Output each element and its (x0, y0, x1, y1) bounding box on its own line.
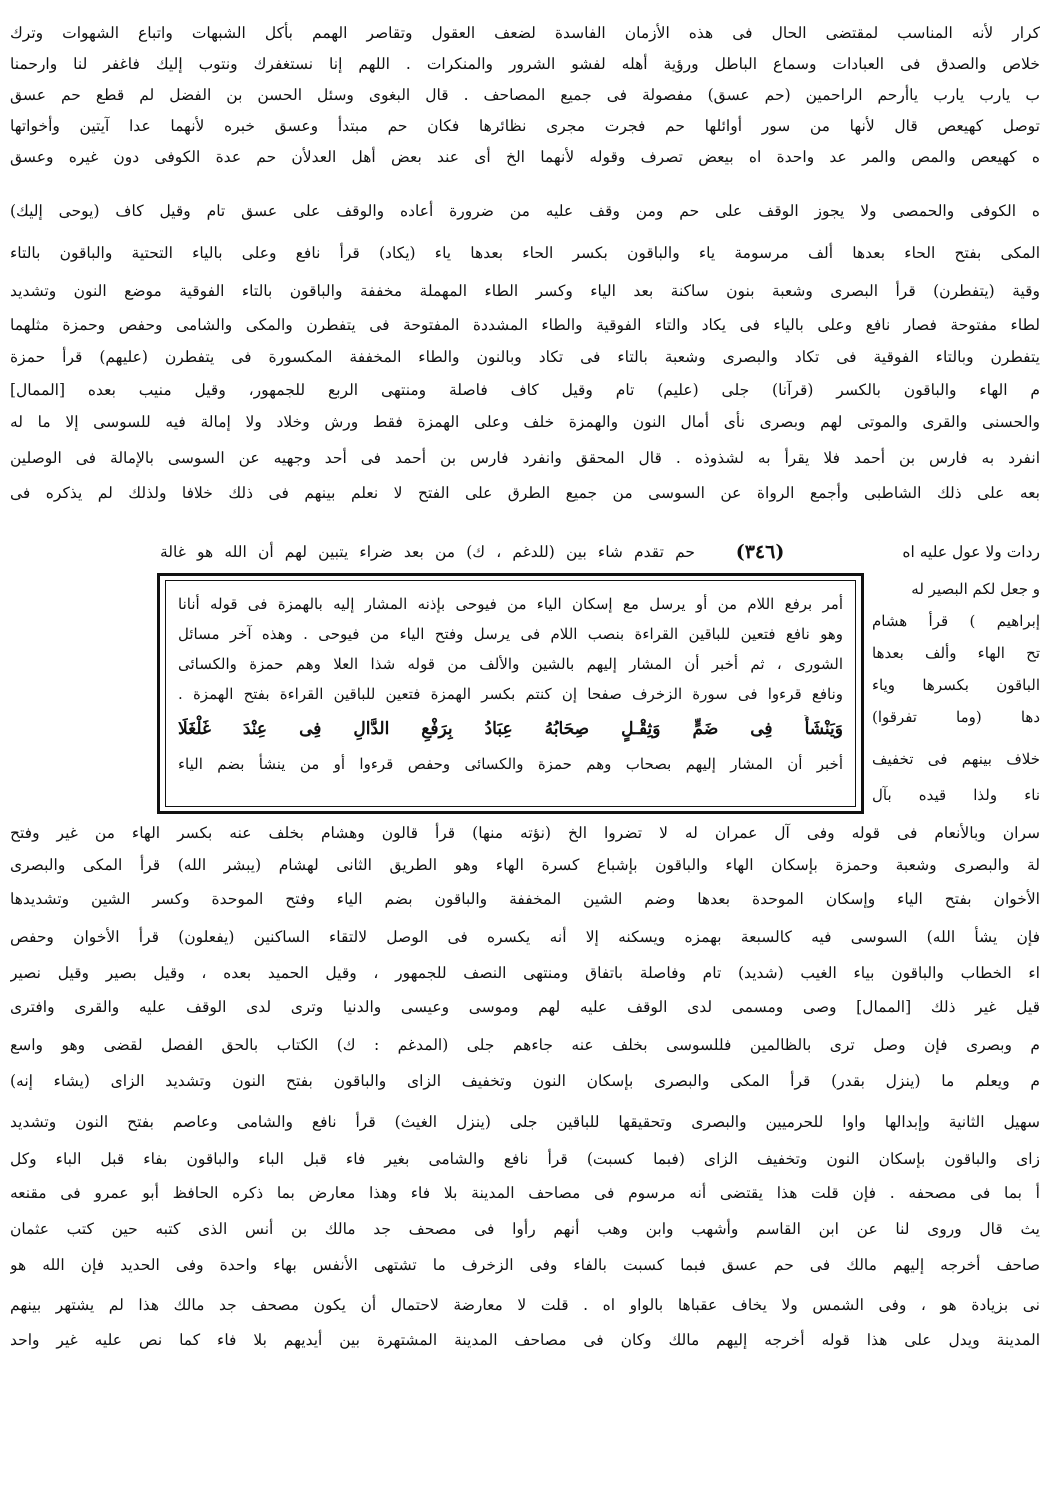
text-fragment-middle: حم تقدم شاء بين (للدغم ، ك) من بعد ضراء يتبين لهم أن الله هو غالة (160, 543, 695, 561)
side-line: إبراهيم ) قرأ هشام (872, 612, 1040, 630)
poem-commentary-line: ونافع قرءوا فى سورة الزخرف صفحا إن كنتم بكسر الهمزة فتعين للباقين القراءة بفتح الهمزة . (178, 685, 843, 703)
text-line: اء الخطاب والباقون بياء الغيب (شديد) تام وفاصلة باتفاق ومنتهى النصف للجمهور ، وقيل الحميد بعده ، وقيل بصير وقيل نصير (10, 964, 1040, 982)
side-line: الباقون بكسرها وياء (872, 676, 1040, 694)
text-line: انفرد به فارس بن أحمد فلا يقرأ به لشذوذه . قال المحقق وانفرد فارس بن أحمد فى أحد وجهيه عن السوسى بالإمالة فى الوصلين (10, 449, 1040, 467)
text-line: بعه على ذلك الشاطبى وأجمع الرواة عن السوسى من جميع الطرق على الفتح لا نعلم بينهم فى ذلك خلافا ولذلك لم يذكره فى (10, 484, 1040, 502)
text-line: والحسنى والقرى والموتى لهم وبصرى نأى أمال النون والهمزة خلف وعلى الهمزة فقط ورش وخلاد ولا إمالة فيه للسوسى إلا ما له (10, 413, 1040, 431)
text-line: لة والبصرى وشعبة وحمزة بإسكان الهاء والباقون بإشباع كسرة الهاء وهو الطريق الثانى لهشام (يبشر الله) قرأ المكى والبصرى (10, 856, 1040, 874)
text-line: سهيل الثانية وإبدالها واوا للحرميين والبصرى وتحقيقها للباقين جلى (ينزل الغيث) قرأ نافع والشامى وعاصم بفتح النون وتشديد (10, 1113, 1040, 1131)
text-line: المدينة ويدل على هذا قوله أخرجه إليهم مالك وكان فى مصاحف المدينة المشتهرة بين أيديهم بلا فاء كما نص عليه غير واحد (10, 1331, 1040, 1349)
side-line: خلاف بينهم فى تخفيف (872, 750, 1040, 768)
text-line: يتفطرن وبالتاء الفوقية فى تكاد والبصرى وشعبة بالتاء فى تكاد وبالنون والطاء المخففة المكسورة فى يتفطرن (عليهم) قرأ حمزة (10, 348, 1040, 366)
text-line: يث قال وروى لنا عن ابن القاسم وأشهب وابن وهب أنهم رأوا فى مصحف جد مالك بن أنس الذى كتبه حين كتب عثمان (10, 1220, 1040, 1238)
poem-commentary-line: الشورى ، ثم أخبر أن المشار إليهم بالشين والألف من قوله شذا العلا وهم حمزة والكسائى (178, 655, 843, 673)
text-line: الأخوان بفتح الياء وإسكان الموحدة بعدها وضم الشين المخففة والباقون بضم الياء وفتح الموحدة وكسر الشين وتشديدها (10, 890, 1040, 908)
poem-verse: وَيَنْشَأُ فِى ضَمٍّ وَثِقْـلٍ صِحَابُهُ عِبَادُ بِرَفْعِ الدَّالِ فِى عِنْدَ غَلْغَلَا (178, 719, 843, 739)
text-line: المكى بفتح الحاء بعدها ألف مرسومة ياء والباقون بكسر الحاء بعدها ياء (يكاد) قرأ نافع وعلى بالياء التحتية والباقون بالتاء (10, 244, 1040, 262)
text-line: م ويعلم ما (ينزل بقدر) قرأ المكى والبصرى بإسكان النون وتخفيف الزاى والباقون بفتح النون وتشديد الزاى (يشاء إنه) (10, 1072, 1040, 1090)
poem-commentary-line: وهو نافع فتعين للباقين القراءة بنصب اللام فى يرسل وفتح الياء من فيوحى . وهذه آخر مسائل (178, 625, 843, 643)
side-line: دها (وما تفرقوا) (872, 708, 1040, 726)
poem-commentary-line: أمر برفع اللام من أو يرسل مع إسكان الياء من فيوحى بإذنه المشار إليه بالهمزة فى قوله أنانا (178, 595, 843, 613)
text-line: أ بما فى مصحفه . فإن قلت هذا يقتضى أنه مرسوم فى مصاحف المدينة بلا فاء وهذا معارض بما ذكره الحافظ أبو عمرو فى مقنعه (10, 1184, 1040, 1202)
text-line: نى بزيادة هو ، وفى الشمس ولا يخاف عقباها بالواو اه . قلت لا معارضة لاحتمال أن يكون مصحف جد مالك هذا لم يشتهر بينهم (10, 1296, 1040, 1314)
text-line: ه كهيعص والمص والمر عد واحدة اه بيعض تصرف وقوله لأنهما الخ أى عند بعض أهل العدلأن حم عدة الكوفى دون غيره وعسق (10, 148, 1040, 166)
text-line: صاحف أخرجه إليهم مالك فى حم عسق فبما كسبت بالفاء وفى الزخرف ما تشتهى الأنفس بهاء واحدة وفى الحديد فإن الله هو (10, 1256, 1040, 1274)
text-line: زاى والباقون بإسكان النون وتخفيف الزاى (فبما كسبت) قرأ نافع والشامى بغير فاء قبل الباء والباقون بفاء قبل الباء وكل (10, 1150, 1040, 1168)
text-fragment-right: ردات ولا عول عليه اه (902, 543, 1040, 561)
text-line: ب يارب يارب ياأرحم الراحمين (حم عسق) مفصولة فى جميع المصاحف . قال البغوى وسئل الحسن بن الفضل لم قطع حم عسق (10, 86, 1040, 104)
text-line: فإن يشأ الله) السوسى فيه كالسبعة بهمزه ويسكنه إلا أنه يكسره فى الوصل لالتقاء الساكنين (يفعلون) قرأ الأخوان وحفص (10, 928, 1040, 946)
text-line: وقية (يتفطرن) قرأ البصرى وشعبة بنون ساكنة بعد الياء وكسر الطاء المهملة مخففة والباقون بالتاء الفوقية موضع النون وتشديد (10, 282, 1040, 300)
side-line: تح الهاء وألف بعدها (872, 644, 1040, 662)
poem-commentary-line: أخبر أن المشار إليهم بصحاب وهم حمزة والكسائى وحفص قرءوا أو من ينشأ بضم الياء (178, 755, 843, 773)
text-line: توصل كهيعص قال لأنها من سور أوائلها حم فجرت مجرى نظائرها فكان حم مبتدأ وعسق خبره لأنهما عدا آيتين وأخواتها (10, 117, 1040, 135)
text-line: كرار لأنه المناسب لمقتضى الحال فى هذه الأزمان الفاسدة لضعف العقول وتقاصر الهمم بأكل الشبهات واتباع الشهوات وترك (10, 24, 1040, 42)
text-line: م الهاء والباقون بالكسر (قرآنا) جلى (عليم) تام وقيل كاف فاصلة ومنتهى الربع للجمهور، وقيل منيب بعده [الممال] (10, 381, 1040, 399)
text-line: قيل غير ذلك [الممال] وصى ومسمى لدى الوقف عليه لهم وموسى وعيسى والدنيا وترى لدى الوقف عليه والقرى وافترى (10, 998, 1040, 1016)
side-line: ناء ولذا قيده بآل (872, 786, 1040, 804)
text-line: سران وبالأنعام فى قوله وفى آل عمران له لا تضروا الخ (نؤته منها) قرأ قالون وهشام بخلف عنه بكسر الهاء من غير وفتح (10, 824, 1040, 842)
text-line: ه الكوفى والحمصى ولا يجوز الوقف على حم ومن وقف عليه من ضرورة أعاده والوقف على عسق تام وقيل كاف (يوحى إليك) (10, 202, 1040, 220)
text-line: لطاء مفتوحة فصار نافع وعلى بالياء فى يكاد والتاء الفوقية والطاء المشددة المفتوحة فى يتفطرن والمكى والشامى وحفص وحمزة مثلهما (10, 316, 1040, 334)
text-line: خلاص والصدق فى العبادات وسماع الباطل ورؤية أهله لفشو الشرور والمنكرات . اللهم إنا نستغفرك ونتوب إليك فاغفر لنا وارحمنا (10, 55, 1040, 73)
text-line: م وبصرى فإن وصل ترى بالظالمين فللسوسى بخلف عنه جاءهم جلى (المدغم : ك) الكتاب بالحق الفصل لقضى وهو واسع (10, 1036, 1040, 1054)
page-number: (٣٤٦) (735, 541, 785, 563)
side-line: و جعل لكم البصير له (911, 580, 1040, 598)
